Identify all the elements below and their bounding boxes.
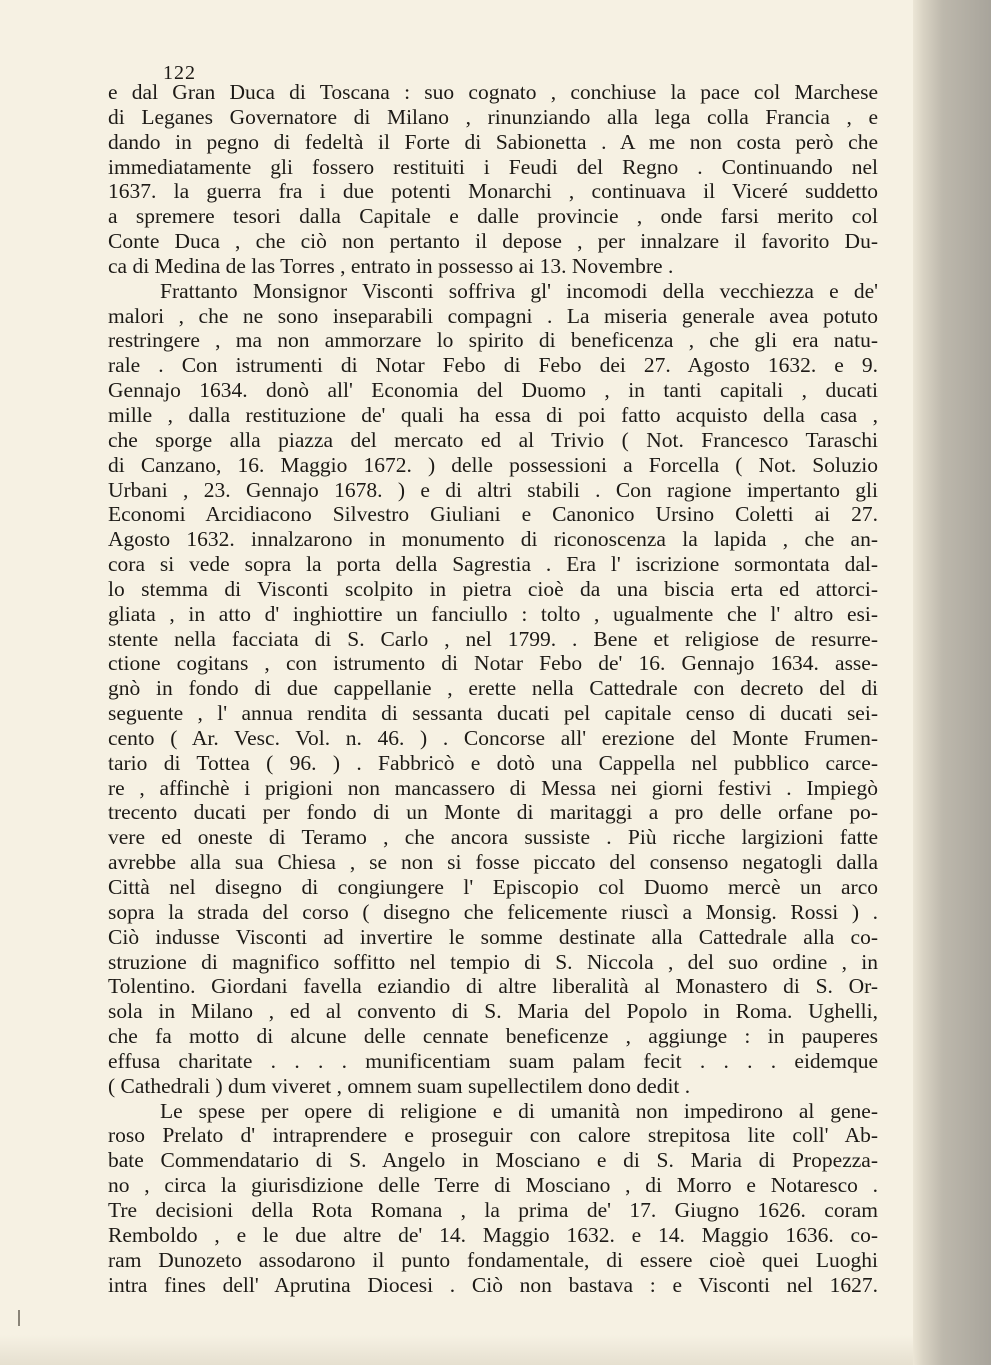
page-edge-shadow: [913, 0, 991, 1365]
body-text: [108, 80, 878, 1297]
text-line: stente nella facciata di S. Carlo , nel 1799. . Bene et religiose de resurre-: [108, 626, 878, 651]
text-line: bate Commendatario di S. Angelo in Mosciano e di S. Maria di Propezza-: [108, 1148, 878, 1173]
text-line: 1637. la guerra fra i due potenti Monarchi , continuava il Viceré suddetto: [108, 179, 878, 204]
text-line: no , circa la giurisdizione delle Terre di Mosciano , di Morro e Notaresco .: [108, 1173, 878, 1198]
text-line: Remboldo , e le due altre de' 14. Maggio 1632. e 14. Maggio 1636. co-: [108, 1222, 878, 1247]
text-line: effusa charitate . . . . munificentiam suam palam fecit . . . . eidemque: [108, 1048, 878, 1073]
text-line: a spremere tesori dalla Capitale e dalle provincie , onde farsi merito col: [108, 204, 878, 229]
text-line: Conte Duca , che ciò non pertanto il depose , per innalzare il favorito Du-: [108, 229, 878, 254]
text-line: Gennajo 1634. donò all' Economia del Duomo , in tanti capitali , ducati: [108, 378, 878, 403]
text-line: ca di Medina de las Torres , entrato in possesso ai 13. Novembre .: [108, 253, 674, 278]
text-line: Economi Arcidiacono Silvestro Giuliani e Canonico Ursino Coletti ai 27.: [108, 502, 878, 527]
text-line: seguente , l' annua rendita di sessanta ducati pel capitale censo di ducati sei-: [108, 701, 878, 726]
text-line: ram Dunozeto assodarono il punto fondamentale, di essere cioè quei Luoghi: [108, 1247, 878, 1272]
text-line: Frattanto Monsignor Visconti soffriva gl' incomodi della vecchiezza e de': [160, 278, 878, 303]
text-line: Tolentino. Giordani favella eziandio di altre liberalità al Monastero di S. Or-: [108, 974, 878, 999]
text-line: immediatamente gli fossero restituiti i Feudi del Regno . Continuando nel: [108, 154, 878, 179]
text-line: Tre decisioni della Rota Romana , la prima de' 17. Giugno 1626. coram: [108, 1197, 878, 1222]
text-line: che fa motto di alcune delle cennate beneficenze , aggiunge : in pauperes: [108, 1024, 878, 1049]
text-line: rale . Con istrumenti di Notar Febo di Febo dei 27. Agosto 1632. e 9.: [108, 353, 878, 378]
text-line: trecento ducati per fondo di un Monte di maritaggi a pro delle orfane po-: [108, 800, 878, 825]
text-line: ( Cathedrali ) dum viveret , omnem suam supellectilem dono dedit .: [108, 1073, 691, 1098]
text-line: roso Prelato d' intraprendere e proseguir con calore strepitosa lite coll' Ab-: [108, 1123, 878, 1148]
text-line: sopra la strada del corso ( disegno che felicemente riuscì a Monsig. Rossi ) .: [108, 899, 878, 924]
text-line: re , affinchè i prigioni non mancassero di Messa nei giorni festivi . Impiegò: [108, 775, 878, 800]
text-line: Le spese per opere di religione e di umanità non impedirono al gene-: [160, 1098, 878, 1123]
margin-mark: [18, 1310, 20, 1326]
text-line: Città nel disegno di congiungere l' Episcopio col Duomo mercè un arco: [108, 875, 878, 899]
text-line: sola in Milano , ed al convento di S. Maria del Popolo in Roma. Ughelli,: [108, 999, 878, 1024]
text-line: di Leganes Governatore di Milano , rinunziando alla lega colla Francia , e: [108, 104, 878, 129]
text-line: ctione cogitans , con istrumento di Notar Febo de' 16. Gennajo 1634. asse-: [108, 651, 878, 676]
text-line: cento ( Ar. Vesc. Vol. n. 46. ) . Concorse all' erezione del Monte Frumen-: [108, 725, 878, 750]
text-line: mille , dalla restituzione de' quali ha essa di poi fatto acquisto della casa ,: [108, 402, 878, 427]
text-line: gliata , in atto d' inghiottire un fanciullo : tolto , ugualmente che l' altro esi-: [108, 601, 878, 626]
text-line: vere ed oneste di Teramo , che ancora sussiste . Più ricche largizioni fatte: [108, 825, 878, 850]
text-line: intra fines dell' Aprutina Diocesi . Ciò non bastava : e Visconti nel 1627.: [108, 1272, 878, 1297]
text-line: e dal Gran Duca di Toscana : suo cognato , conchiuse la pace col Marchese: [108, 80, 878, 104]
text-line: Agosto 1632. innalzarono in monumento di riconoscenza la lapida , che an-: [108, 527, 878, 552]
text-line: tario di Tottea ( 96. ) . Fabbricò e dotò una Cappella nel pubblico carce-: [108, 750, 878, 775]
page-number: 122: [163, 62, 196, 84]
text-line: cora si vede sopra la porta della Sagrestia . Era l' iscrizione sormontata dal-: [108, 552, 878, 577]
text-line: di Canzano, 16. Maggio 1672. ) delle possessioni a Forcella ( Not. Soluzio: [108, 452, 878, 477]
text-line: dando in pegno di fedeltà il Forte di Sabionetta . A me non costa però che: [108, 129, 878, 154]
text-line: restringere , ma non ammorzare lo spirito di beneficenza , che gli era natu-: [108, 328, 878, 353]
text-line: lo stemma di Visconti scolpito in pietra cioè da una biscia erta ed attorci-: [108, 576, 878, 601]
text-line: struzione di magnifico soffitto nel tempio di S. Niccola , del suo ordine , in: [108, 949, 878, 974]
text-line: Ciò indusse Visconti ad invertire le somme destinate alla Cattedrale alla co-: [108, 924, 878, 949]
text-line: avrebbe alla sua Chiesa , se non si fosse piccato del consenso negatogli dalla: [108, 850, 878, 875]
text-line: che sporge alla piazza del mercato ed al Trivio ( Not. Francesco Taraschi: [108, 427, 878, 452]
text-line: gnò in fondo di due cappellanie , erette nella Cattedrale con decreto del di: [108, 676, 878, 701]
page-bottom-shade: [0, 1335, 913, 1365]
text-line: Urbani , 23. Gennajo 1678. ) e di altri stabili . Con ragione impertanto gli: [108, 477, 878, 502]
text-line: malori , che ne sono inseparabili compagni . La miseria generale avea potuto: [108, 303, 878, 328]
